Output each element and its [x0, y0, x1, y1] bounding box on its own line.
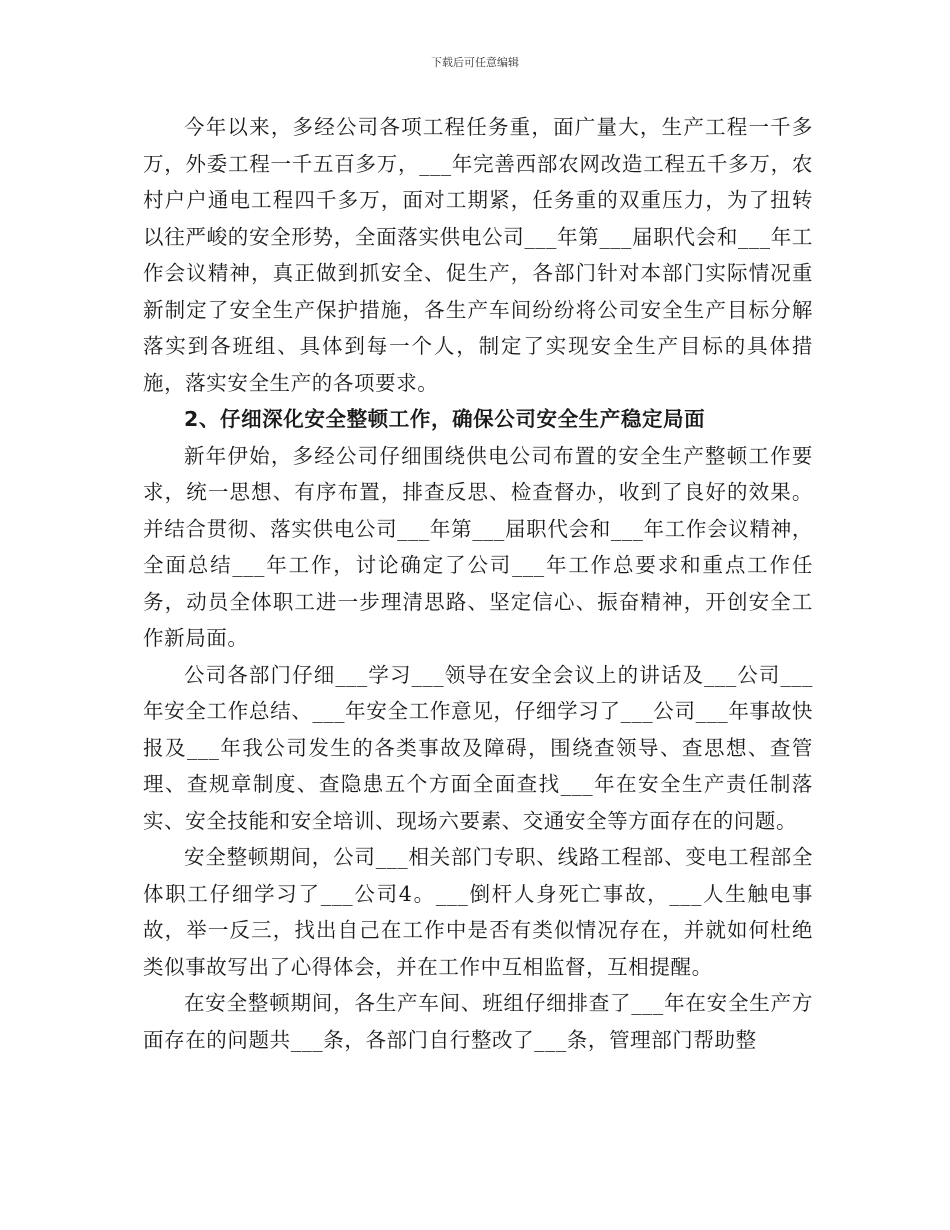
paragraph-problem-check: 在安全整顿期间，各生产车间、班组仔细排查了___年在安全生产方面存在的问题共___条，各部门自行整改了___条，管理部门帮助整 — [143, 991, 813, 1052]
paragraph-intro: 今年以来，多经公司各项工程任务重，面广量大，生产工程一千多万，外委工程一千五百多万，___年完善西部农网改造工程五千多万，农村户户通电工程四千多万，面对工期紧，任务重的双重压力，为了扭转以往严峻的安全形势，全面落实供电公司___年第___届职代会和___年工作会议精神，真正做到抓安全、促生产，各部门针对本部门实际情况重新制定了安全生产保护措施，各生产车间纷纷将公司安全生产目标分解落实到各班组、具体到每一个人，制定了实现安全生产目标的具体措施，落实安全生产的各项要求。 — [143, 115, 813, 395]
paragraph-new-year: 新年伊始，多经公司仔细围绕供电公司布置的安全生产整顿工作要求，统一思想、有序布置，排查反思、检查督办，收到了良好的效果。并结合贯彻、落实供电公司___年第___届职代会和___年工作会议精神，全面总结___年工作，讨论确定了公司___年工作总要求和重点工作任务，动员全体职工进一步理清思路、坚定信心、振奋精神，开创安全工作新局面。 — [143, 443, 813, 650]
section-heading-2: 2、仔细深化安全整顿工作，确保公司安全生产稳定局面 — [184, 407, 706, 431]
page-header: 下载后可任意编辑 — [431, 56, 519, 69]
paragraph-department-study: 公司各部门仔细___学习___领导在安全会议上的讲话及___公司___年安全工作总结、___年安全工作意见，仔细学习了___公司___年事故快报及___年我公司发生的各类事故及障碍，围绕查领导、查思想、查管理、查规章制度、查隐患五个方面全面查找___年在安全生产责任制落实、安全技能和安全培训、现场六要素、交通安全等方面存在的问题。 — [143, 662, 813, 833]
document-body — [143, 109, 813, 1058]
paragraph-rectification-period: 安全整顿期间，公司___相关部门专职、线路工程部、变电工程部全体职工仔细学习了___公司4。___倒杆人身死亡事故，___人生触电事故，举一反三，找出自己在工作中是否有类似情况存在，并就如何杜绝类似事故写出了心得体会，并在工作中互相监督，互相提醒。 — [143, 845, 813, 979]
